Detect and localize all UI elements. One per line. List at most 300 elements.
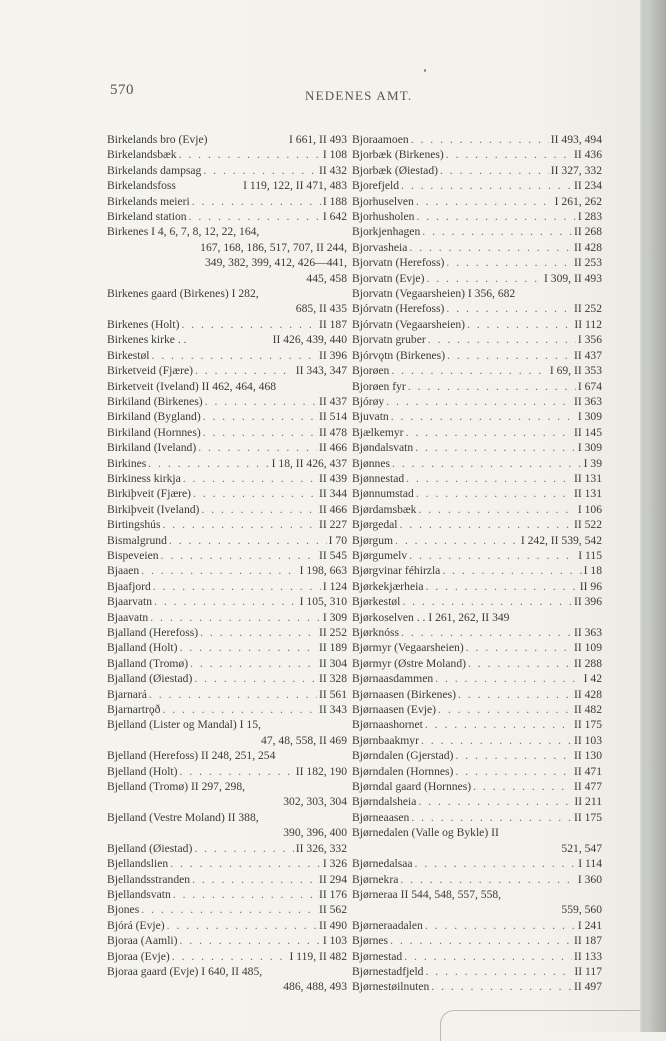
index-entry [352,671,602,686]
entry-term: Bjórvatn (Vegaarsheien) [352,317,465,331]
index-entry [352,979,602,994]
index-entry [107,394,347,409]
entry-term: Bjørdamsbæk [352,502,417,516]
dot-leader [428,332,576,347]
entry-reference: I 356 [577,333,602,347]
entry-reference: II 396 [573,595,602,609]
dot-leader [431,979,572,994]
dot-leader [162,517,317,532]
dot-leader [179,147,321,162]
index-entry [107,825,347,840]
index-entry [107,209,347,224]
dot-leader [422,224,572,239]
dot-leader [390,933,572,948]
index-entry [107,733,347,748]
index-entry [352,748,602,763]
entry-term: Birkiþveit (Iveland) [107,502,200,516]
entry-reference: I 674 [577,379,602,393]
entry-reference: II 439 [318,471,347,485]
entry-reference: I 309 [577,410,602,424]
entry-reference: II 482 [573,703,602,717]
dot-leader [181,317,317,332]
entry-reference: II 363 [573,626,602,639]
index-entry [352,348,602,363]
entry-reference: II 117 [574,964,602,978]
index-entry [107,640,347,655]
index-entry [107,379,347,394]
index-entry [107,502,347,517]
dot-leader [153,579,321,594]
dot-leader [203,163,317,178]
index-entry [107,301,347,316]
entry-term: Bjorbæk (Øiestad) [352,163,438,177]
index-entry [352,379,602,394]
entry-term: Birkelands bro (Evje) [107,133,208,146]
dot-leader [154,594,298,609]
entry-term: Birkelandsfoss [107,179,176,193]
dot-leader [392,456,582,471]
index-entry [352,717,602,732]
entry-term: Bjalland (Øiestad) [107,672,193,686]
entry-reference: I 309 [577,441,602,455]
dot-leader [150,610,321,625]
entry-reference: II 428 [573,240,602,254]
index-entry [352,425,602,440]
entry-term: 390, 396, 400 [283,826,347,840]
entry-term: Bjaafjord [107,579,151,593]
entry-reference: II 175 [573,810,602,824]
entry-reference: II 437 [318,394,347,408]
entry-term: 349, 382, 399, 412, 426—441, [204,256,347,270]
dot-leader [162,702,317,717]
entry-term: Bjorvatn (Vegaarsheien) I 356, 682 [352,287,516,301]
entry-term: 167, 168, 186, 517, 707, II 244, [200,240,347,254]
index-entry [352,440,602,455]
index-entry [352,610,602,625]
entry-reference: II 522 [573,518,602,532]
entry-reference: II 234 [573,179,602,193]
index-entry [107,594,347,609]
dot-leader [170,856,321,871]
entry-reference: I 326 [322,857,347,871]
entry-term: Bjellandsstranden [107,872,191,886]
entry-term: Bjørkestøl [352,595,401,609]
entry-term: Birkiþveit (Fjære) [107,487,192,501]
entry-term: Bjelland (Herefoss) II 248, 251, 254 [107,749,276,763]
dot-leader [446,147,572,162]
entry-reference: II 133 [573,949,602,963]
entry-reference: II 343 [318,703,347,717]
index-entry [352,301,602,316]
index-entry [107,717,347,732]
entry-term: Bjørnestøilnuten [352,980,430,994]
index-entry [107,332,347,347]
entry-reference: I 360 [577,872,602,886]
dot-leader [447,348,572,363]
entry-reference: II 490 [318,918,347,932]
entry-term: Bjørndalen (Gjerstad) [352,749,454,763]
entry-term: Bjørnedalen (Valle og Bykle) II [352,826,499,840]
index-entry [107,702,347,717]
index-entry [352,255,602,270]
entry-reference: II 328 [318,672,347,686]
dot-leader [406,471,572,486]
entry-reference: I 124 [322,579,347,593]
entry-reference: II 187 [318,317,347,331]
entry-reference: II 187 [573,934,602,948]
entry-reference: I 39 [583,456,602,470]
entry-term: Bjørkoselven . . I 261, 262, II 349 [352,610,510,624]
entry-term: Birkines [107,456,147,470]
entry-reference: II 304 [318,656,347,670]
index-entry [352,409,602,424]
index-entry [352,178,602,193]
entry-reference: II 471 [573,764,602,778]
entry-reference: II 363 [573,394,602,408]
index-entry [107,286,347,301]
index-entry [107,949,347,964]
entry-reference: I 106 [577,502,602,516]
entry-term: 486, 488, 493 [283,980,347,994]
index-entry [352,194,602,209]
index-entry [352,502,602,517]
entry-reference: I 241 [577,918,602,932]
index-entry [107,224,347,239]
entry-reference: I 18 [583,564,602,578]
entry-reference: II 268 [573,225,602,239]
entry-reference: I 188 [322,194,347,208]
entry-term: Bjórøy [352,394,385,408]
index-entry [107,517,347,532]
entry-reference: II 343, 347 [295,364,347,378]
dot-leader [198,440,317,455]
entry-term: Bjoraa gaard (Evje) I 640, II 485, [107,964,263,978]
dot-leader [446,301,572,316]
dot-leader [195,363,294,378]
index-entry [352,949,602,964]
dot-leader [173,887,317,902]
index-entry [107,872,347,887]
entry-term: Bjones [107,903,140,917]
entry-term: Bjoraamoen [352,133,409,146]
dot-leader [180,764,294,779]
entry-reference: II 227 [318,518,347,532]
index-entry [352,456,602,471]
entry-term: 302, 303, 304 [283,795,347,809]
entry-term: Bjønnes [352,456,391,470]
entry-term: Bjørnestadfjeld [352,964,424,978]
entry-term: Bjørknóss [352,626,400,639]
index-entry [352,579,602,594]
index-entry [352,224,602,239]
entry-reference: I 103 [322,934,347,948]
entry-reference: I 119, II 482 [289,949,347,963]
entry-term: Bjørnestad [352,949,403,963]
entry-term: Bjørnbaakmyr [352,733,419,747]
index-entry [352,872,602,887]
index-entry [352,887,602,902]
entry-reference: I 261, 262 [554,194,602,208]
dot-leader [438,702,572,717]
entry-reference: I 661, II 493 [289,133,347,146]
entry-reference: II 112 [574,317,602,331]
dot-leader [180,933,321,948]
dot-leader [455,748,572,763]
dot-leader [149,687,317,702]
entry-term: Bjorkjenhagen [352,225,421,239]
entry-term: Birkiland (Iveland) [107,441,197,455]
entry-term: 445, 458 [306,271,347,285]
entry-reference: II 96 [579,579,602,593]
dot-leader [183,471,317,486]
entry-term: Birkiland (Birkenes) [107,394,203,408]
entry-reference: II 130 [573,749,602,763]
entry-term: Bjørneraadalen [352,918,423,932]
index-entry [352,687,602,702]
entry-reference: II 252 [573,302,602,316]
entry-term: Bismalgrund [107,533,167,547]
dot-leader [415,440,576,455]
index-entry [107,779,347,794]
index-entry [107,425,347,440]
entry-term: Bjørmyr (Vegaarsheien) [352,641,464,655]
dot-leader [190,656,317,671]
dot-leader [408,379,576,394]
index-entry [107,902,347,917]
entry-term: Birkeland station [107,210,187,224]
index-entry [107,348,347,363]
dot-leader [426,271,542,286]
entry-term: Bjarnartrǫð [107,703,161,717]
dot-leader [425,964,572,979]
index-column-left [107,132,347,995]
entry-reference: II 145 [573,425,602,439]
entry-reference: II 131 [573,487,602,501]
dot-leader [152,348,317,363]
index-entry [352,625,602,640]
dot-leader [161,548,317,563]
entry-reference: II 211 [574,795,602,809]
entry-reference: II 562 [318,903,347,917]
entry-reference: II 294 [318,872,347,886]
entry-term: Bjorbæk (Birkenes) [352,148,444,162]
index-entry [107,979,347,994]
entry-term: Bjoraa (Aamli) [107,934,178,948]
dot-leader [421,733,572,748]
index-entry [107,918,347,933]
entry-reference: II 252 [318,626,347,639]
index-entry [107,548,347,563]
dot-leader [169,533,327,548]
entry-term: Bjaaen [107,564,140,578]
dot-leader [416,209,575,224]
entry-term: Bjellandslien [107,857,169,871]
index-entry [352,841,602,856]
entry-term: Birkelandsbæk [107,148,177,162]
index-entry [352,964,602,979]
dot-leader [172,949,288,964]
dot-leader [416,486,572,501]
dot-leader [435,671,582,686]
entry-term: Birkelands meieri [107,194,190,208]
entry-term: Bjønnumstad [352,487,414,501]
index-entry [352,317,602,332]
entry-reference: II 545 [318,548,347,562]
entry-term: Birkenes kirke . . [107,333,187,347]
entry-term: Bjørmyr (Østre Moland) [352,656,466,670]
dot-leader [415,856,577,871]
entry-term: Bjørkekjærheia [352,579,424,593]
dot-leader [425,918,576,933]
index-entry [352,363,602,378]
entry-term: Bjorhusholen [352,210,415,224]
dot-leader [425,717,572,732]
index-entry [352,240,602,255]
index-entry [107,964,347,979]
index-entry [107,456,347,471]
index-entry [107,471,347,486]
dot-leader [194,671,317,686]
dot-leader [194,841,293,856]
entry-term: Bjørnaashornet [352,718,423,732]
entry-term: Bjorefjeld [352,179,400,193]
entry-reference: II 175 [573,718,602,732]
print-speck [424,69,426,72]
index-entry [107,163,347,178]
entry-reference: II 478 [318,425,347,439]
entry-term: Bjorvatn (Evje) [352,271,425,285]
index-entry [352,471,602,486]
entry-term: Bjorøen [352,364,390,378]
index-entry [107,271,347,286]
entry-term: Bjørgumelv [352,548,408,562]
dot-leader [141,563,297,578]
index-entry [107,656,347,671]
entry-term: Bjuvatn [352,410,389,424]
index-entry [107,748,347,763]
index-entry [352,702,602,717]
index-entry [352,563,602,578]
index-entry [352,918,602,933]
index-entry [352,147,602,162]
index-entry [107,178,347,193]
dot-leader [391,363,547,378]
dot-leader [167,918,317,933]
entry-reference: II 477 [573,780,602,794]
entry-reference: II 288 [573,656,602,670]
entry-term: Bjørnaasdammen [352,672,434,686]
index-entry [107,841,347,856]
entry-term: Bjælkemyr [352,425,404,439]
dot-leader [418,794,572,809]
index-entry [107,687,347,702]
dot-leader [395,533,519,548]
index-entry [107,132,347,147]
entry-term: Birkenes I 4, 6, 7, 8, 12, 22, 164, [107,225,260,239]
entry-reference: II 426, 439, 440 [272,333,347,347]
dot-leader [446,255,572,270]
entry-term: Birkestøl [107,348,150,362]
entry-reference: II 428 [573,687,602,701]
entry-term: Bjønnestad [352,471,405,485]
entry-term: Bjarnará [107,687,147,701]
entry-term: Bjørndalen (Hornnes) [352,764,454,778]
dot-leader [473,779,572,794]
index-entry [107,671,347,686]
entry-reference: II 561 [318,687,347,701]
entry-term: Bjórvǫtn (Birkenes) [352,348,446,362]
dot-leader [401,178,572,193]
entry-term: Bjørnedalsaa [352,857,413,871]
entry-reference: II 182, 190 [295,764,347,778]
entry-term: Birkelands dampsag [107,163,202,177]
index-entry [352,810,602,825]
entry-reference: I 69, II 353 [549,364,602,378]
index-entry [107,533,347,548]
entry-term: Birkiness kirkja [107,471,181,485]
entry-reference: II 253 [573,256,602,270]
entry-term: Bjørgvinar féhirzla [352,564,441,578]
index-entry [107,194,347,209]
dot-leader [391,409,576,424]
entry-term: Birkenes gaard (Birkenes) I 282, [107,287,259,301]
entry-reference: I 242, II 539, 542 [520,533,602,547]
dot-leader [193,486,317,501]
dot-leader [200,625,317,640]
entry-term: 47, 48, 558, II 469 [261,733,347,747]
entry-reference: I 642 [322,210,347,224]
index-entry [352,933,602,948]
entry-reference: II 497 [573,980,602,994]
entry-reference: II 432 [318,163,347,177]
dot-leader [192,194,321,209]
dot-leader [466,640,572,655]
entry-term: Bjaavatn [107,610,149,624]
entry-term: Birkiland (Bygland) [107,410,201,424]
entry-reference: I 198, 663 [299,564,347,578]
index-entry [107,579,347,594]
dot-leader [201,502,317,517]
index-entry [352,332,602,347]
entry-reference: II 344 [318,487,347,501]
dot-leader [455,764,572,779]
entry-term: Bjørnaasen (Evje) [352,703,437,717]
index-entry [352,779,602,794]
entry-term: Bjelland (Vestre Moland) II 388, [107,810,259,824]
index-entry [107,764,347,779]
running-head: NEDENES AMT. [305,88,413,103]
dot-leader [404,949,572,964]
entry-term: Bjørnes [352,934,389,948]
entry-reference: I 114 [578,857,602,871]
index-entry [352,486,602,501]
dot-leader [458,687,572,702]
index-entry [352,517,602,532]
index-entry [107,255,347,270]
index-entry [352,902,602,917]
page-number: 570 [110,82,134,98]
entry-term: Bjelland (Lister og Mandal) I 15, [107,718,261,732]
entry-reference: II 514 [318,410,347,424]
entry-term: Bjorvatn gruber [352,333,426,347]
entry-reference: II 396 [318,348,347,362]
index-entry [107,625,347,640]
index-entry [352,594,602,609]
index-entry [107,794,347,809]
entry-reference: I 115 [578,548,602,562]
dot-leader [400,517,572,532]
entry-term: Bjorvatn (Herefoss) [352,256,445,270]
